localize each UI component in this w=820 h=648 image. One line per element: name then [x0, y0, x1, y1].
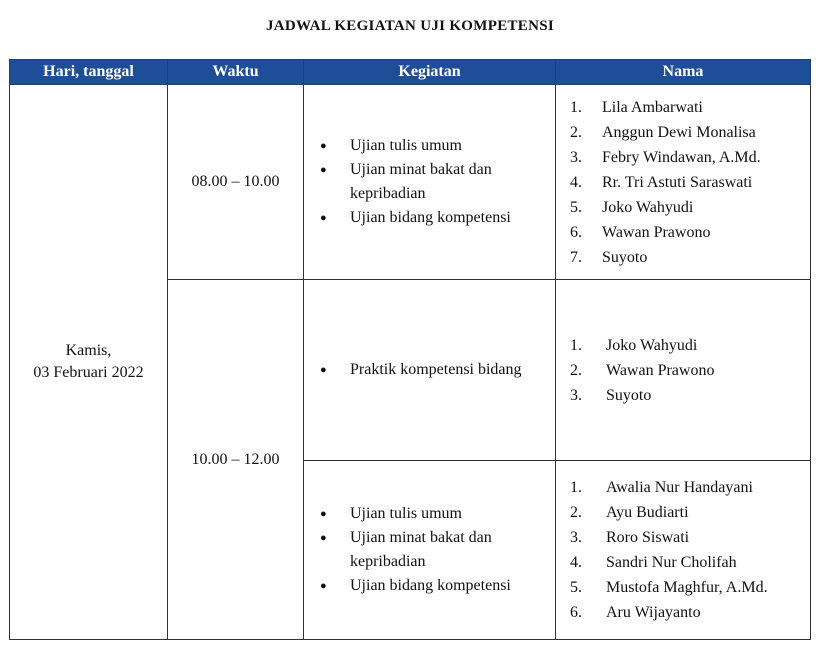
activity-list: [304, 134, 555, 230]
participant-name: Wawan Prawono: [602, 223, 711, 241]
list-item: 3. Suyoto: [570, 383, 810, 408]
header-hari-tanggal: Hari, tanggal: [10, 60, 168, 85]
participant-name: Lila Ambarwati: [602, 98, 703, 116]
activities-cell: [304, 85, 556, 280]
participant-name: Rr. Tri Astuti Saraswati: [602, 173, 753, 191]
activity-item: ● Ujian bidang kompetensi: [318, 206, 555, 230]
schedule-table: [9, 59, 811, 640]
participant-name: Ayu Budiarti: [606, 504, 689, 521]
header-waktu: Waktu: [168, 60, 304, 85]
names-cell: [556, 280, 811, 461]
list-item: 1. Lila Ambarwati: [570, 95, 810, 120]
participant-name: Suyoto: [606, 386, 652, 404]
list-item: 4. Sandri Nur Cholifah: [570, 550, 810, 575]
participant-name: Anggun Dewi Monalisa: [602, 123, 756, 141]
document-title: JADWAL KEGIATAN UJI KOMPETENSI: [265, 18, 555, 34]
day-name: Kamis,: [65, 342, 112, 359]
header-nama: Nama: [556, 60, 811, 85]
list-item: 2. Anggun Dewi Monalisa: [570, 120, 810, 145]
participant-name: Mustofa Maghfur, A.Md.: [606, 579, 768, 596]
names-cell: [556, 85, 811, 280]
header-kegiatan: Kegiatan: [304, 60, 556, 85]
participant-name: Sandri Nur Cholifah: [606, 554, 737, 571]
activity-item: ● Ujian minat bakat dan kepribadian: [318, 158, 555, 206]
activities-cell: [304, 280, 556, 461]
list-item: 7. Suyoto: [570, 245, 810, 270]
table-row: [10, 85, 811, 280]
participant-name: Aru Wijayanto: [606, 604, 701, 621]
list-item: 3. Roro Siswati: [570, 525, 810, 550]
day-date: 03 Februari 2022: [33, 364, 144, 381]
list-item: 2. Ayu Budiarti: [570, 500, 810, 525]
time-cell-1: 08.00 – 10.00: [168, 85, 304, 280]
participant-name: Wawan Prawono: [606, 361, 715, 379]
participant-name: Suyoto: [602, 248, 648, 266]
time-cell-2: 10.00 – 12.00: [168, 280, 304, 640]
participant-name: Febry Windawan, A.Md.: [602, 148, 761, 166]
activity-item: ● Ujian minat bakat dan kepribadian: [318, 526, 555, 574]
activity-item: ● Ujian bidang kompetensi: [318, 574, 555, 598]
list-item: 1. Awalia Nur Handayani: [570, 475, 810, 500]
list-item: 5. Mustofa Maghfur, A.Md.: [570, 575, 810, 600]
name-list: [556, 95, 810, 270]
participant-name: Joko Wahyudi: [606, 336, 698, 354]
list-item: 5. Joko Wahyudi: [570, 195, 810, 220]
activity-item: ● Ujian tulis umum: [318, 134, 555, 158]
participant-name: Joko Wahyudi: [602, 198, 694, 216]
activities-cell: [304, 461, 556, 640]
participant-name: Awalia Nur Handayani: [606, 479, 753, 496]
activity-list: [304, 502, 555, 598]
list-item: 6. Wawan Prawono: [570, 220, 810, 245]
name-list: [556, 475, 810, 625]
names-cell: [556, 461, 811, 640]
list-item: 4. Rr. Tri Astuti Saraswati: [570, 170, 810, 195]
list-item: 1. Joko Wahyudi: [570, 333, 810, 358]
name-list: [556, 333, 810, 408]
table-header-row: [10, 60, 811, 85]
activity-list: [304, 358, 555, 382]
activity-item: ● Ujian tulis umum: [318, 502, 555, 526]
list-item: 2. Wawan Prawono: [570, 358, 810, 383]
participant-name: Roro Siswati: [606, 529, 690, 546]
list-item: 3. Febry Windawan, A.Md.: [570, 145, 810, 170]
list-item: 6. Aru Wijayanto: [570, 600, 810, 625]
day-cell: [10, 85, 168, 640]
activity-item: ● Praktik kompetensi bidang: [318, 358, 555, 382]
